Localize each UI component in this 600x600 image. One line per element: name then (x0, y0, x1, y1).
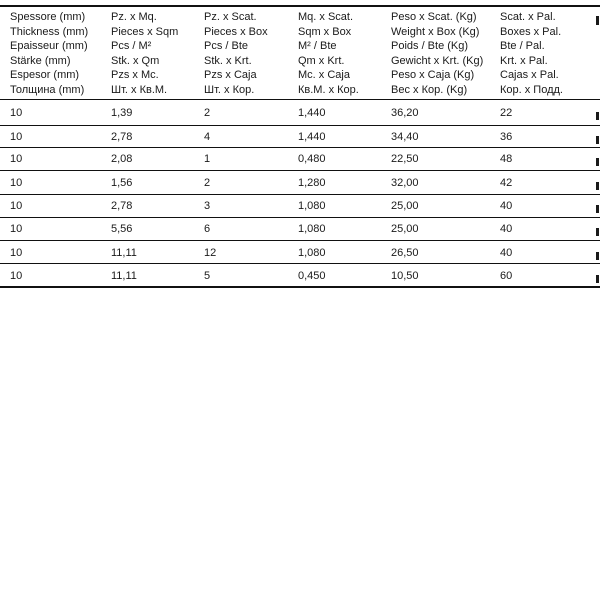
header-text: Cajas x Pal. (500, 69, 559, 81)
table-cell: 60 (500, 270, 513, 282)
cropped-column-edge (596, 271, 600, 283)
table-cell: 10 (10, 247, 23, 259)
table-cell: 6 (204, 223, 211, 235)
header-text: Stärke (mm) (10, 54, 71, 67)
table-cell: 11,11 (111, 247, 137, 259)
header-text: Stk. x Krt. (204, 54, 252, 67)
header-text: Poids / Bte (Kg) (391, 40, 469, 52)
table-cell: 40 (500, 247, 513, 259)
cropped-glyph (596, 275, 599, 283)
header-text: Thickness (mm) (10, 25, 89, 38)
table-cell: 1,280 (298, 177, 326, 189)
table-cell: 2 (204, 107, 211, 119)
table-cell: 0,480 (298, 153, 326, 165)
table-cell: 25,00 (391, 223, 419, 235)
table-cell: 10 (10, 131, 23, 143)
table-cell: 40 (500, 200, 513, 212)
row-rule (0, 194, 600, 195)
header-text: Mc. x Caja (298, 69, 350, 81)
table-cell: 40 (500, 223, 513, 235)
header-text: Толщина (mm) (10, 83, 85, 96)
table-top-rule (0, 5, 600, 7)
table-cell: 32,00 (391, 177, 419, 189)
header-text: Pzs x Mc. (111, 69, 159, 81)
table-cell: 10 (10, 223, 23, 235)
header-text: Pieces x Box (204, 25, 268, 38)
header-text: Pcs / Bte (204, 40, 249, 52)
table-cell: 22,50 (391, 153, 419, 165)
header-text: Sqm x Box (298, 25, 352, 38)
header-pieces-per-sqm (111, 10, 178, 97)
header-text: Pcs / M² (111, 40, 152, 52)
header-text: Gewicht x Krt. (Kg) (391, 54, 484, 67)
table-cell: 5,56 (111, 223, 133, 235)
table-cell: 1,080 (298, 247, 326, 259)
header-text: Qm x Krt. (298, 54, 345, 67)
cropped-column-edge (596, 12, 600, 102)
table-cell: 12 (204, 247, 217, 259)
cropped-glyph (596, 136, 599, 144)
cropped-column-edge (596, 132, 600, 144)
table-cell: 2,78 (111, 200, 133, 212)
table-cell: 2,78 (111, 131, 133, 143)
table-cell: 36,20 (391, 107, 419, 119)
header-text: Epaisseur (mm) (10, 40, 88, 52)
table-cell: 10 (10, 270, 23, 282)
table-cell: 10 (10, 177, 23, 189)
header-text: Weight x Box (Kg) (391, 25, 480, 38)
table-cell: 4 (204, 131, 211, 143)
header-text: Pieces x Sqm (111, 25, 179, 38)
table-cell: 1,440 (298, 107, 326, 119)
table-cell: 26,50 (391, 247, 419, 259)
cropped-column-edge (596, 248, 600, 260)
cropped-glyph (596, 228, 599, 236)
header-text: Bte / Pal. (500, 40, 545, 52)
table-cell: 42 (500, 177, 513, 189)
table-cell: 10 (10, 107, 23, 119)
table-cell: 10 (10, 200, 23, 212)
table-cell: 1,440 (298, 131, 326, 143)
table-cell: 2,08 (111, 153, 133, 165)
table-cell: 0,450 (298, 270, 326, 282)
header-text: Spessore (mm) (10, 11, 86, 23)
table-cell: 1,56 (111, 177, 133, 189)
table-cell: 10 (10, 153, 23, 165)
row-rule (0, 217, 600, 218)
table-cell: 5 (204, 270, 211, 282)
table-bottom-rule (0, 286, 600, 288)
cropped-glyph (596, 16, 599, 25)
cropped-column-edge (596, 108, 600, 120)
cropped-glyph (596, 182, 599, 190)
header-bottom-rule (0, 99, 600, 100)
table-cell: 10,50 (391, 270, 419, 282)
table-cell: 36 (500, 131, 513, 143)
table-cell: 1,39 (111, 107, 133, 119)
header-text: Scat. x Pal. (500, 11, 556, 23)
table-cell: 34,40 (391, 131, 419, 143)
header-text: Pz. x Scat. (204, 11, 257, 23)
cropped-column-edge (596, 201, 600, 213)
table-cell: 2 (204, 177, 211, 189)
row-rule (0, 240, 600, 241)
cropped-column-edge (596, 224, 600, 236)
header-text: M² / Bte (298, 40, 337, 52)
header-text: Pz. x Mq. (111, 11, 157, 23)
cropped-column-edge (596, 178, 600, 190)
header-text: Pzs x Caja (204, 69, 257, 81)
header-thickness (10, 10, 88, 97)
header-text: Шт. x Кв.М. (111, 83, 168, 96)
row-rule (0, 147, 600, 148)
header-text: Кор. x Подд. (500, 83, 563, 96)
table-cell: 25,00 (391, 200, 419, 212)
header-text: Krt. x Pal. (500, 54, 548, 67)
row-rule (0, 263, 600, 264)
header-text: Шт. x Кор. (204, 83, 255, 96)
header-text: Boxes x Pal. (500, 25, 562, 38)
header-text: Peso x Scat. (Kg) (391, 11, 477, 23)
table-cell: 48 (500, 153, 513, 165)
header-text: Espesor (mm) (10, 69, 80, 81)
header-weight-per-box (391, 10, 483, 97)
header-text: Mq. x Scat. (298, 11, 354, 23)
header-pieces-per-box (204, 10, 268, 97)
header-text: Кв.М. x Кор. (298, 83, 359, 96)
header-boxes-per-pallet (500, 10, 563, 97)
table-cell: 22 (500, 107, 513, 119)
row-rule (0, 170, 600, 171)
cropped-glyph (596, 252, 599, 260)
header-text: Stk. x Qm (111, 54, 160, 67)
cropped-column-edge (596, 154, 600, 166)
header-text: Вес x Кор. (Kg) (391, 83, 468, 96)
cropped-glyph (596, 158, 599, 166)
header-sqm-per-box (298, 10, 359, 97)
header-text: Peso x Caja (Kg) (391, 69, 475, 81)
table-cell: 1 (204, 153, 211, 165)
table-cell: 11,11 (111, 270, 137, 282)
cropped-glyph (596, 112, 599, 120)
row-rule (0, 125, 600, 126)
table-cell: 3 (204, 200, 211, 212)
cropped-glyph (596, 205, 599, 213)
table-cell: 1,080 (298, 200, 326, 212)
table-cell: 1,080 (298, 223, 326, 235)
